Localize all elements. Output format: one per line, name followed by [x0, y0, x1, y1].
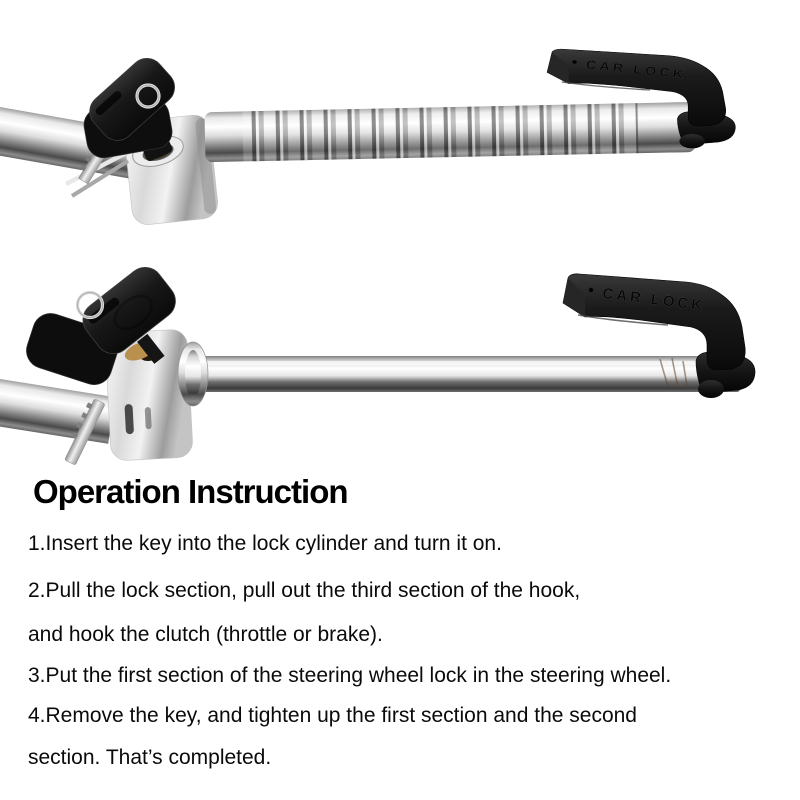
instructions-title: Operation Instruction: [33, 473, 348, 510]
product-photos: CAR LOCK: [0, 0, 800, 470]
pivot-collar-inner: [185, 350, 201, 398]
instruction-line: 2.Pull the lock section, pull out the third section of the hook,: [28, 579, 581, 602]
photo-lock-extended: [0, 260, 755, 465]
extended-rod: [180, 356, 740, 392]
instruction-line: and hook the clutch (throttle or brake).: [28, 623, 383, 646]
instruction-line: 4.Remove the key, and tighten up the first section and the second: [28, 704, 637, 727]
instruction-line: 1.Insert the key into the lock cylinder and turn it on.: [28, 532, 502, 555]
photo-lock-retracted: [0, 49, 735, 226]
body-slot: [124, 404, 134, 434]
body-slot: [145, 407, 152, 429]
ribbed-shaft: [204, 102, 695, 162]
instruction-line: section. That’s completed.: [28, 746, 272, 769]
instruction-line: 3.Put the first section of the steering wheel lock in the steering wheel.: [28, 664, 672, 687]
